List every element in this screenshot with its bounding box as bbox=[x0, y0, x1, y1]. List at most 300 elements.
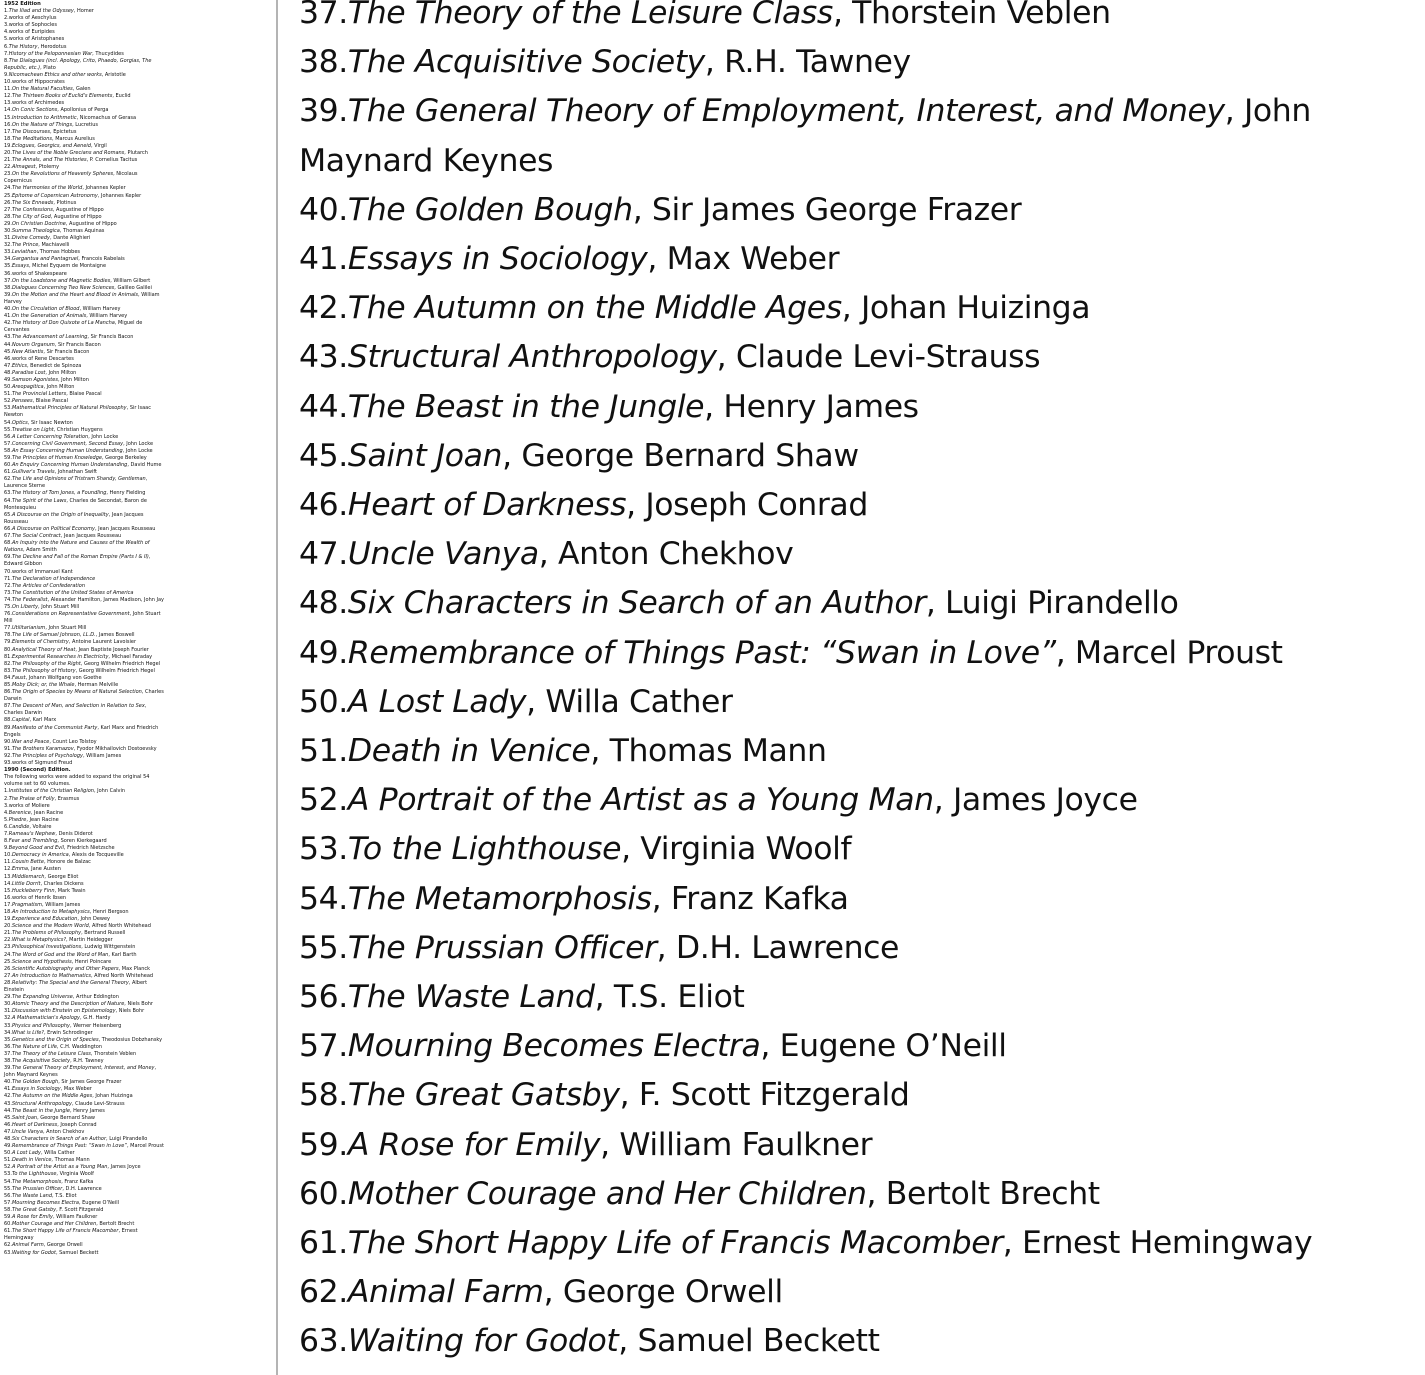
item-title: Experimental Researches in Electricity bbox=[11, 653, 109, 660]
item-author: , Soren Kierkegaard bbox=[57, 838, 107, 845]
item-title: On Conic Sections bbox=[11, 107, 58, 114]
item-number: 56. bbox=[299, 979, 348, 1016]
item-title: The Waste Land bbox=[347, 979, 595, 1016]
item-author: , John Locke bbox=[122, 447, 153, 454]
item-author: , Johnathan Swift bbox=[54, 469, 97, 476]
list-item bbox=[4, 930, 164, 937]
item-title: Optics bbox=[11, 419, 28, 426]
item-number: 37. bbox=[299, 0, 348, 31]
list-item bbox=[4, 235, 164, 242]
item-author: , Virginia Woolf bbox=[621, 831, 852, 868]
list-item bbox=[4, 647, 164, 654]
item-number: 54. bbox=[4, 419, 12, 426]
list-item bbox=[4, 44, 164, 51]
item-title: The Principles of Psychology bbox=[11, 752, 83, 759]
item-author: , Plutarch bbox=[124, 149, 148, 156]
item-author: , F. Scott Fitzgerald bbox=[619, 1077, 910, 1114]
item-title: Ethics bbox=[11, 362, 27, 369]
list-item bbox=[299, 825, 1411, 874]
list-item bbox=[4, 1193, 164, 1200]
list-item bbox=[4, 441, 164, 448]
item-number: 88. bbox=[4, 717, 12, 724]
item-title: An Inquiry into the Nature and Causes of the Wealth of Nations bbox=[4, 540, 150, 554]
list-item bbox=[4, 469, 164, 476]
item-title: Scientific Autobiography and Other Papers bbox=[11, 965, 119, 972]
pane-divider[interactable] bbox=[276, 0, 278, 1375]
item-title: War and Peace bbox=[11, 738, 50, 745]
list-item bbox=[4, 448, 164, 455]
item-title: The City of God bbox=[11, 213, 51, 220]
item-number: 4. bbox=[4, 809, 9, 816]
list-item bbox=[4, 817, 164, 824]
list-item bbox=[4, 185, 164, 192]
item-number: 38. bbox=[299, 44, 348, 81]
item-title: An Essay Concerning Human Understanding bbox=[11, 447, 123, 454]
item-number: 30. bbox=[4, 228, 12, 234]
item-number: 12. bbox=[4, 866, 12, 873]
section-heading: 1952 Edition bbox=[4, 1, 41, 7]
item-author: , Bertolt Brecht bbox=[866, 1175, 1100, 1212]
list-item bbox=[4, 952, 164, 959]
item-author: , Luigi Pirandello bbox=[925, 585, 1179, 622]
list-item bbox=[299, 333, 1411, 382]
item-title: The Origin of Species by Means of Natural Selection bbox=[11, 689, 142, 696]
item-author: , Henry James bbox=[704, 388, 919, 425]
list-item bbox=[4, 200, 164, 207]
item-title: Death in Venice bbox=[347, 733, 591, 770]
item-title: An Introduction to Mathematics bbox=[11, 972, 91, 979]
list-item bbox=[4, 164, 164, 171]
item-number: 49. bbox=[299, 634, 348, 671]
item-number: 28. bbox=[4, 979, 12, 986]
item-number: 84. bbox=[4, 674, 12, 681]
item-author: , D.H. Lawrence bbox=[62, 1185, 102, 1192]
item-number: 3. bbox=[4, 802, 9, 809]
item-author: , Galileo Galilei bbox=[114, 284, 152, 291]
list-item bbox=[4, 554, 164, 568]
item-author: , P. Cornelius Tacitus bbox=[86, 157, 138, 164]
item-title: A Discourse on the Origin of Inequality bbox=[11, 511, 109, 518]
item-author: works of Aeschylus bbox=[8, 15, 57, 22]
item-number: 43. bbox=[299, 339, 348, 376]
item-number: 52. bbox=[4, 398, 12, 405]
item-author: , Henry Fielding bbox=[106, 490, 146, 497]
list-item bbox=[4, 136, 164, 143]
list-item bbox=[299, 530, 1411, 579]
item-author: , Anton Chekhov bbox=[538, 536, 794, 573]
item-title: Atomic Theory and the Description of Nature bbox=[11, 1001, 125, 1008]
item-author: , Virginia Woolf bbox=[56, 1171, 94, 1178]
item-author: , Martin Heidegger bbox=[65, 937, 113, 944]
item-title: Middlemarch bbox=[11, 873, 45, 880]
item-author: , Alfred North Whitehead bbox=[88, 923, 151, 930]
item-title: Elements of Chemistry bbox=[11, 639, 69, 646]
item-author: , Claude Levi-Strauss bbox=[71, 1100, 125, 1107]
item-number: 34. bbox=[4, 256, 12, 263]
list-item bbox=[4, 306, 164, 313]
item-number: 19. bbox=[4, 916, 12, 923]
item-number: 93. bbox=[4, 760, 12, 767]
item-title: The Philosophy of History bbox=[11, 667, 76, 674]
item-author: , Max Weber bbox=[647, 241, 840, 278]
list-item bbox=[4, 72, 164, 79]
list-item bbox=[4, 1186, 164, 1193]
list-item bbox=[4, 859, 164, 866]
item-author: , Johan Huizinga bbox=[841, 290, 1091, 327]
item-number: 74. bbox=[4, 596, 12, 603]
item-number: 22. bbox=[4, 164, 12, 171]
list-item bbox=[4, 1015, 164, 1022]
list-item bbox=[4, 1157, 164, 1164]
item-number: 41. bbox=[299, 241, 348, 278]
item-number: 42. bbox=[299, 290, 348, 327]
item-title: The General Theory of Employment, Interest, and Money bbox=[347, 93, 1225, 130]
list-item bbox=[4, 51, 164, 58]
item-number: 91. bbox=[4, 745, 12, 752]
item-title: Essays bbox=[11, 263, 29, 270]
item-number: 69. bbox=[4, 554, 12, 561]
item-title: The Advancement of Learning bbox=[11, 334, 88, 341]
item-author: works of Sophocles bbox=[8, 22, 57, 29]
item-author: , Miguel de Cervantes bbox=[4, 320, 143, 334]
item-author: , F. Scott Fitzgerald bbox=[56, 1206, 104, 1213]
list-item bbox=[4, 1179, 164, 1186]
item-author: , Herman Melville bbox=[74, 682, 119, 688]
item-number: 20. bbox=[4, 923, 12, 930]
item-number: 11. bbox=[4, 86, 12, 93]
item-author: , Bertolt Brecht bbox=[96, 1221, 135, 1228]
item-number: 54. bbox=[299, 880, 348, 917]
item-title: The Principles of Human Knowledge bbox=[11, 455, 102, 461]
item-author: , Joseph Conrad bbox=[626, 487, 868, 524]
item-author: , Willa Cather bbox=[526, 683, 733, 720]
list-item bbox=[4, 462, 164, 469]
item-author: , William Gilbert bbox=[110, 277, 151, 284]
item-number: 48. bbox=[299, 585, 348, 622]
item-author: , Alfred North Whitehead bbox=[90, 972, 154, 979]
item-author: , Henri Bergson bbox=[89, 909, 129, 915]
item-author: , Charles Darwin bbox=[4, 703, 147, 717]
item-number: 12. bbox=[4, 93, 12, 100]
item-author: works of Rene Descartes bbox=[11, 355, 74, 362]
item-title: Uncle Vanya bbox=[11, 1128, 43, 1135]
list-item bbox=[4, 881, 164, 888]
list-item bbox=[4, 1079, 164, 1086]
item-author: , Christian Huygens bbox=[53, 426, 103, 433]
page-thumbnail[interactable] bbox=[0, 0, 276, 1375]
item-number: 14. bbox=[4, 880, 12, 887]
item-author: , Arthur Eddington bbox=[72, 994, 119, 1001]
item-author: , Aristotle bbox=[101, 71, 126, 78]
item-title: On the Nature of Things bbox=[11, 121, 73, 128]
list-item bbox=[299, 1022, 1411, 1071]
item-title: The Problems of Philosophy bbox=[11, 930, 82, 937]
list-item bbox=[4, 725, 164, 739]
item-title: Structural Anthropology bbox=[347, 339, 717, 376]
list-item bbox=[4, 278, 164, 285]
item-number: 9. bbox=[4, 845, 9, 852]
item-number: 2. bbox=[4, 795, 9, 802]
item-title: The Word of God and the Word of Man bbox=[11, 951, 109, 958]
item-number: 27. bbox=[4, 972, 12, 979]
item-title: On the Motion and the Heart and Blood in Animals bbox=[11, 291, 139, 298]
item-title: Little Dorrit bbox=[11, 880, 41, 887]
item-number: 39. bbox=[4, 1065, 12, 1072]
item-title: A Rose for Emily bbox=[347, 1126, 601, 1163]
item-number: 52. bbox=[299, 782, 348, 819]
list-item bbox=[4, 668, 164, 675]
list-item bbox=[4, 476, 164, 490]
item-number: 63. bbox=[299, 1323, 348, 1360]
list-item bbox=[4, 1086, 164, 1093]
list-item bbox=[4, 22, 164, 29]
item-author: , D.H. Lawrence bbox=[656, 929, 900, 966]
item-author: , Galen bbox=[72, 86, 91, 93]
item-title: The Prussian Officer bbox=[11, 1185, 63, 1192]
list-item bbox=[4, 29, 164, 36]
list-item bbox=[299, 284, 1411, 333]
list-item bbox=[4, 242, 164, 249]
item-number: 47. bbox=[4, 362, 12, 369]
item-number: 40. bbox=[4, 306, 12, 313]
list-item bbox=[4, 866, 164, 873]
item-author: , Henri Poincare bbox=[71, 958, 112, 965]
item-title: The Metamorphosis bbox=[11, 1178, 62, 1185]
item-author: , Thomas Mann bbox=[51, 1157, 90, 1164]
list-item bbox=[4, 420, 164, 427]
list-item bbox=[4, 803, 164, 810]
item-author: , Thucydides bbox=[92, 50, 124, 57]
item-title: On the Circulation of Blood bbox=[11, 306, 80, 313]
item-title: Emma bbox=[11, 866, 28, 873]
item-number: 32. bbox=[4, 1015, 12, 1022]
list-item bbox=[4, 973, 164, 980]
item-title: Physics and Philosophy bbox=[11, 1022, 71, 1029]
item-number: 58. bbox=[4, 447, 12, 454]
list-item bbox=[4, 576, 164, 583]
list-item bbox=[299, 235, 1411, 284]
list-item bbox=[299, 0, 1411, 38]
item-title: Saint Joan bbox=[11, 1114, 38, 1121]
item-number: 1. bbox=[4, 8, 9, 15]
item-number: 46. bbox=[4, 355, 12, 362]
item-number: 10. bbox=[4, 852, 12, 859]
item-author: , Marcel Proust bbox=[126, 1143, 164, 1150]
item-number: 60. bbox=[4, 1221, 12, 1228]
item-author: , George Bernard Shaw bbox=[37, 1114, 96, 1121]
item-number: 37. bbox=[4, 1050, 12, 1057]
item-author: , Blaise Pascal bbox=[32, 398, 68, 405]
item-title: Dialogues Concerning Two New Sciences bbox=[11, 284, 115, 291]
list-item bbox=[4, 1164, 164, 1171]
item-author: , John Calvin bbox=[93, 788, 126, 795]
item-title: Mother Courage and Her Children bbox=[11, 1221, 97, 1228]
list-item bbox=[4, 831, 164, 838]
list-item bbox=[4, 526, 164, 533]
item-title: The Acquisitive Society bbox=[347, 44, 705, 81]
item-title: The Decline and Fall of the Roman Empire (Parts I & II) bbox=[11, 554, 149, 561]
list-item bbox=[4, 1108, 164, 1115]
item-number: 77. bbox=[4, 625, 12, 632]
item-title: The Prince bbox=[11, 242, 39, 249]
item-title: Pragmatism bbox=[11, 901, 43, 908]
item-author: , Michael Faraday bbox=[108, 653, 153, 660]
list-item bbox=[4, 15, 164, 22]
item-author: , Marcus Aurelius bbox=[52, 135, 95, 142]
item-number: 21. bbox=[4, 930, 12, 937]
item-title: Six Characters in Search of an Author bbox=[11, 1136, 107, 1142]
item-number: 37. bbox=[4, 277, 12, 284]
item-author: , Ludwig Wittgenstein bbox=[81, 944, 136, 951]
item-number: 50. bbox=[4, 384, 12, 391]
list-item bbox=[4, 143, 164, 150]
item-author: , Sir James George Frazer bbox=[632, 191, 1022, 228]
item-title: Remembrance of Things Past: “Swan in Love” bbox=[11, 1143, 127, 1150]
list-item bbox=[4, 427, 164, 434]
item-number: 18. bbox=[4, 909, 12, 915]
item-number: 25. bbox=[4, 958, 12, 965]
list-item bbox=[4, 611, 164, 625]
list-item bbox=[4, 661, 164, 668]
item-author: , Sir Francis Bacon bbox=[54, 341, 101, 348]
item-number: 47. bbox=[299, 536, 348, 573]
item-number: 15. bbox=[4, 114, 12, 121]
item-author: , Blaise Pascal bbox=[66, 391, 102, 398]
list-item bbox=[4, 1008, 164, 1015]
item-author: , Theodosius Dobzhansky bbox=[98, 1036, 163, 1043]
item-number: 61. bbox=[4, 469, 12, 476]
item-number: 49. bbox=[4, 1143, 12, 1150]
item-number: 80. bbox=[4, 646, 12, 653]
item-number: 7. bbox=[4, 830, 9, 837]
item-title: Areopagitica bbox=[11, 384, 44, 391]
item-number: 7. bbox=[4, 50, 9, 57]
item-author: , Karl Barth bbox=[108, 951, 137, 958]
list-item bbox=[299, 87, 1411, 185]
item-number: 53. bbox=[4, 405, 12, 412]
list-item bbox=[299, 383, 1411, 432]
list-item bbox=[4, 1115, 164, 1122]
list-item bbox=[4, 845, 164, 852]
item-number: 5. bbox=[4, 816, 9, 823]
item-number: 56. bbox=[4, 433, 12, 440]
item-title: The Autumn on the Middle Ages bbox=[11, 1093, 93, 1100]
item-number: 61. bbox=[299, 1225, 348, 1262]
item-number: 81. bbox=[4, 653, 12, 660]
item-title: The Federalist bbox=[11, 596, 48, 603]
item-title: History of the Peloponnesian War bbox=[8, 50, 93, 57]
list-item bbox=[4, 796, 164, 803]
item-author: works of Moliere bbox=[8, 802, 50, 809]
item-title: A Mathematician's Apology bbox=[11, 1015, 81, 1022]
item-number: 25. bbox=[4, 192, 12, 199]
item-author: , Johan Huizinga bbox=[92, 1093, 133, 1100]
item-author: , Franz Kafka bbox=[61, 1178, 94, 1185]
item-author: , Machiavelli bbox=[38, 242, 70, 249]
item-number: 24. bbox=[4, 951, 12, 958]
item-title: The Theory of the Leisure Class bbox=[347, 0, 833, 31]
list-item bbox=[299, 1121, 1411, 1170]
item-author: works of Sigmund Freud bbox=[11, 760, 73, 767]
item-number: 62. bbox=[299, 1274, 348, 1311]
item-title: The General Theory of Employment, Interest, and Money bbox=[11, 1065, 155, 1072]
item-author: , Thomas Aquinas bbox=[59, 228, 105, 234]
item-title: Philosophical Investigations bbox=[11, 944, 82, 951]
item-number: 64. bbox=[4, 497, 12, 504]
item-author: , Werner Heisenberg bbox=[70, 1022, 122, 1029]
item-number: 92. bbox=[4, 752, 12, 759]
item-number: 89. bbox=[4, 724, 12, 731]
item-number: 59. bbox=[4, 1214, 12, 1221]
list-item bbox=[4, 292, 164, 306]
item-title: Manifesto of the Communist Party bbox=[11, 724, 98, 731]
item-author: , Marcel Proust bbox=[1055, 634, 1283, 671]
item-title: The Dialogues (incl. Apology, Crito, Phaedo, Gorgias, The Republic, etc.) bbox=[4, 57, 152, 71]
item-number: 33. bbox=[4, 1022, 12, 1029]
list-item bbox=[299, 186, 1411, 235]
item-author: , Plato bbox=[40, 64, 56, 71]
item-author: , C.H. Waddington bbox=[56, 1043, 102, 1050]
list-item bbox=[4, 810, 164, 817]
list-item bbox=[299, 727, 1411, 776]
item-number: 20. bbox=[4, 149, 12, 156]
item-author: , Adam Smith bbox=[23, 547, 57, 554]
list-item bbox=[299, 875, 1411, 924]
item-title: The Beast in the Jungle bbox=[11, 1107, 70, 1114]
item-author: works of Hippocrates bbox=[11, 79, 65, 86]
item-author: , Franz Kafka bbox=[651, 880, 849, 917]
item-title: Science and the Modern World bbox=[11, 923, 89, 930]
item-number: 24. bbox=[4, 185, 12, 192]
item-number: 26. bbox=[4, 199, 12, 206]
item-author: , Ptolemy bbox=[35, 164, 60, 171]
item-title: Six Characters in Search of an Author bbox=[347, 585, 926, 622]
list-item bbox=[4, 86, 164, 93]
item-title: Pensees bbox=[11, 398, 33, 405]
item-title: Utilitarianism bbox=[11, 625, 46, 632]
item-number: 51. bbox=[4, 1157, 12, 1164]
item-title: Introduction to Arithmetic bbox=[11, 114, 77, 121]
item-title: Waiting for Godot bbox=[11, 1249, 56, 1256]
item-author: works of Euripides bbox=[8, 29, 55, 36]
item-number: 44. bbox=[4, 341, 12, 348]
item-author: , John Milton bbox=[43, 384, 75, 391]
item-number: 57. bbox=[4, 1199, 12, 1206]
item-number: 14. bbox=[4, 107, 12, 114]
item-number: 29. bbox=[4, 994, 12, 1001]
item-title: Mourning Becomes Electra bbox=[11, 1199, 79, 1206]
item-title: To the Lighthouse bbox=[347, 831, 622, 868]
list-item bbox=[299, 579, 1411, 628]
item-title: Moby Dick; or, the Whale bbox=[11, 682, 75, 688]
item-author: , George Orwell bbox=[43, 1242, 83, 1249]
item-title: Analytical Theory of Heat bbox=[11, 646, 76, 653]
item-author: , William James bbox=[83, 752, 122, 759]
list-item bbox=[299, 1071, 1411, 1120]
item-title: Fear and Trembling bbox=[8, 838, 58, 845]
item-author: , Francois Rabelais bbox=[78, 256, 125, 263]
list-item bbox=[299, 924, 1411, 973]
list-item bbox=[4, 363, 164, 370]
item-number: 8. bbox=[4, 57, 9, 64]
item-number: 87. bbox=[4, 703, 12, 710]
item-author: , William Faulkner bbox=[600, 1126, 873, 1163]
item-number: 50. bbox=[299, 683, 348, 720]
list-item bbox=[4, 1136, 164, 1143]
item-title: The Acquisitive Society bbox=[11, 1057, 71, 1064]
list-item bbox=[4, 122, 164, 129]
item-author: , Alexander Hamilton, James Madison, John Jay bbox=[47, 596, 165, 603]
